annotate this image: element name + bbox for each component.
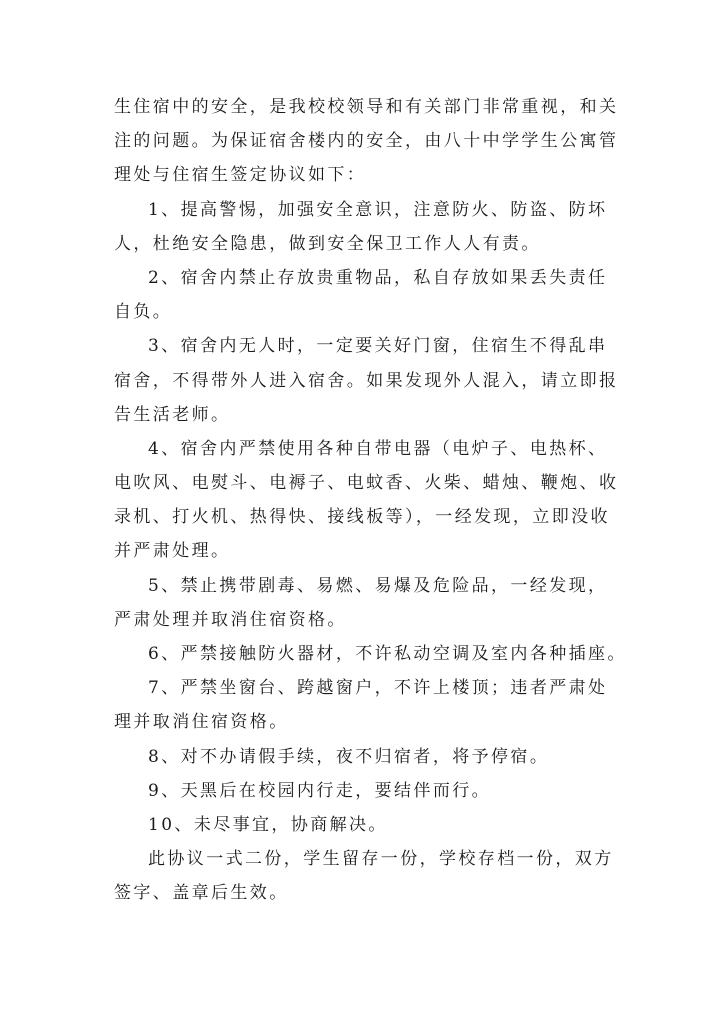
text-line: 生住宿中的安全，是我校校领导和有关部门非常重视，和关 — [114, 97, 619, 117]
text-line: 理处与住宿生签定协议如下： — [114, 165, 367, 186]
clause-3 — [114, 329, 634, 432]
clause-4 — [114, 432, 634, 569]
text-line: 7、严禁坐窗台、跨越窗户，不许上楼顶；违者严肃处 — [148, 678, 608, 699]
text-line: 此协议一式二份，学生留存一份，学校存档一份，双方 — [148, 849, 614, 870]
text-line: 3、宿舍内无人时，一定要关好门窗，住宿生不得乱串 — [148, 336, 608, 357]
text-line: 宿舍，不得带外人进入宿舍。如果发现外人混入，请立即报 — [114, 370, 619, 391]
text-line: 1、提高警惕，加强安全意识，注意防火、防盗、防坏 — [148, 199, 608, 220]
text-line: 自负。 — [114, 302, 173, 323]
text-line: 严肃处理并取消住宿资格。 — [114, 609, 347, 630]
clause-6 — [114, 637, 634, 671]
text-line: 8、对不办请假手续，夜不归宿者，将予停宿。 — [148, 746, 550, 767]
text-line: 告生活老师。 — [114, 404, 231, 425]
text-line: 注的问题。为保证宿舍楼内的安全，由八十中学学生公寓管 — [114, 131, 619, 152]
intro-paragraph — [114, 90, 634, 193]
clause-8 — [114, 740, 634, 774]
text-line: 人，杜绝安全隐患，做到安全保卫工作人人有责。 — [114, 233, 541, 254]
clause-2 — [114, 261, 634, 329]
text-line: 电吹风、电熨斗、电褥子、电蚊香、火柴、蜡烛、鞭炮、收 — [114, 473, 619, 494]
clause-1 — [114, 193, 634, 261]
text-line: 签字、盖章后生效。 — [114, 883, 289, 904]
document-body — [114, 90, 634, 911]
text-line: 10、未尽事宜，协商解决。 — [148, 814, 388, 835]
clause-10 — [114, 808, 634, 842]
text-line: 9、天黑后在校园内行走，要结伴而行。 — [148, 780, 492, 801]
text-line: 2、宿舍内禁止存放贵重物品，私自存放如果丢失责任 — [148, 267, 608, 288]
text-line: 理并取消住宿资格。 — [114, 712, 289, 733]
clause-7 — [114, 671, 634, 739]
text-line: 录机、打火机、热得快、接线板等），一经发现，立即没收 — [114, 507, 610, 528]
text-line: 并严肃处理。 — [114, 541, 231, 562]
text-line: 5、禁止携带剧毒、易燃、易爆及危险品，一经发现， — [148, 575, 608, 596]
text-line: 4、宿舍内严禁使用各种自带电器（电炉子、电热杯、 — [148, 438, 608, 459]
closing-paragraph — [114, 842, 634, 910]
clause-9 — [114, 774, 634, 808]
text-line: 6、严禁接触防火器材，不许私动空调及室内各种插座。 — [148, 644, 627, 664]
clause-5 — [114, 569, 634, 637]
